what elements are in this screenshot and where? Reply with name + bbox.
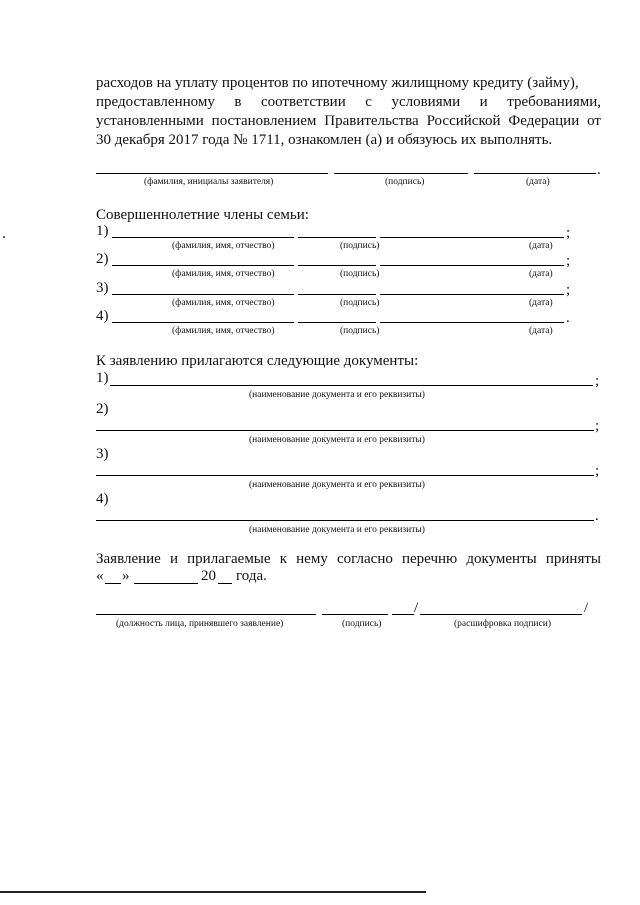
official-position-caption: (должность лица, принявшего заявление) [116, 619, 284, 629]
family-name-caption: (фамилия, имя, отчество) [172, 269, 275, 279]
document-row-end: ; [595, 373, 600, 389]
family-row-number: 2) [96, 251, 109, 267]
family-date-caption: (дата) [529, 326, 553, 336]
acceptance-paragraph [96, 550, 601, 569]
family-row-end: ; [566, 282, 571, 298]
acceptance-year-field[interactable] [218, 583, 232, 584]
applicant-name-field[interactable] [96, 173, 328, 174]
family-name-field[interactable] [112, 237, 294, 238]
official-signature-field-ext[interactable] [392, 614, 414, 615]
family-date-caption: (дата) [529, 269, 553, 279]
consent-line-1: расходов на уплату процентов по ипотечному жилищному кредиту (займу), [96, 75, 579, 91]
applicant-date-field[interactable] [474, 173, 596, 174]
family-name-caption: (фамилия, имя, отчество) [172, 298, 275, 308]
family-row-number: 1) [96, 223, 109, 239]
consent-line-3: установленными постановлением Правительства Российской Федерации от [96, 113, 601, 129]
document-row-end: . [595, 508, 599, 524]
family-signature-caption: (подпись) [340, 241, 380, 251]
document-name-field[interactable] [96, 430, 594, 431]
document-name-field[interactable] [96, 475, 594, 476]
applicant-signature-field[interactable] [334, 173, 468, 174]
document-caption: (наименование документа и его реквизиты) [249, 525, 425, 535]
family-date-caption: (дата) [529, 241, 553, 251]
applicant-name-caption: (фамилия, инициалы заявителя) [144, 177, 274, 187]
acceptance-month-field[interactable] [134, 583, 198, 584]
family-signature-field[interactable] [298, 322, 376, 323]
family-row-number: 4) [96, 308, 109, 324]
document-row-number: 2) [96, 401, 109, 417]
family-name-caption: (фамилия, имя, отчество) [172, 326, 275, 336]
document-row-end: ; [595, 418, 600, 434]
family-date-field[interactable] [380, 322, 564, 323]
document-row-end: ; [595, 463, 600, 479]
year-prefix: 20 [201, 568, 216, 584]
family-name-field[interactable] [112, 294, 294, 295]
family-signature-caption: (подпись) [340, 326, 380, 336]
consent-paragraph [96, 74, 601, 150]
consent-line-2: предоставленному в соответствии с условиями и требованиями, [96, 94, 601, 110]
official-position-field[interactable] [96, 614, 316, 615]
official-decode-caption: (расшифровка подписи) [454, 619, 551, 629]
family-name-field[interactable] [112, 322, 294, 323]
family-heading: Совершеннолетние члены семьи: [96, 207, 309, 223]
document-row-number: 3) [96, 446, 109, 462]
scan-mark [3, 236, 5, 238]
applicant-end-punct: . [597, 162, 601, 178]
document-caption: (наименование документа и его реквизиты) [249, 390, 425, 400]
family-date-caption: (дата) [529, 298, 553, 308]
applicant-signature-caption: (подпись) [385, 177, 425, 187]
family-signature-field[interactable] [298, 294, 376, 295]
slash-open: / [414, 600, 419, 616]
official-signature-caption: (подпись) [342, 619, 382, 629]
family-date-field[interactable] [380, 294, 564, 295]
family-row-end: . [566, 310, 570, 326]
family-name-field[interactable] [112, 265, 294, 266]
document-row-number: 1) [96, 370, 109, 386]
consent-line-4: 30 декабря 2017 года № 1711, ознакомлен (а) и обязуюсь их выполнять. [96, 132, 553, 148]
official-decode-field[interactable] [420, 614, 582, 615]
bottom-divider [0, 891, 426, 893]
quote-open: « [96, 568, 104, 584]
official-signature-field[interactable] [322, 614, 388, 615]
family-signature-field[interactable] [298, 237, 376, 238]
family-row-number: 3) [96, 280, 109, 296]
family-date-field[interactable] [380, 237, 564, 238]
applicant-date-caption: (дата) [526, 177, 550, 187]
acceptance-line-1: Заявление и прилагаемые к нему согласно перечню документы приняты [96, 551, 601, 567]
documents-heading: К заявлению прилагаются следующие документы: [96, 353, 419, 369]
family-signature-field[interactable] [298, 265, 376, 266]
family-signature-caption: (подпись) [340, 298, 380, 308]
family-name-caption: (фамилия, имя, отчество) [172, 241, 275, 251]
quote-close: » [122, 568, 130, 584]
family-date-field[interactable] [380, 265, 564, 266]
document-caption: (наименование документа и его реквизиты) [249, 435, 425, 445]
family-row-end: ; [566, 253, 571, 269]
family-signature-caption: (подпись) [340, 269, 380, 279]
acceptance-day-field[interactable] [105, 583, 121, 584]
year-suffix: года. [236, 568, 267, 584]
document-caption: (наименование документа и его реквизиты) [249, 480, 425, 490]
document-row-number: 4) [96, 491, 109, 507]
slash-close: / [584, 600, 589, 616]
document-name-field[interactable] [110, 385, 593, 386]
document-name-field[interactable] [96, 520, 594, 521]
family-row-end: ; [566, 225, 571, 241]
